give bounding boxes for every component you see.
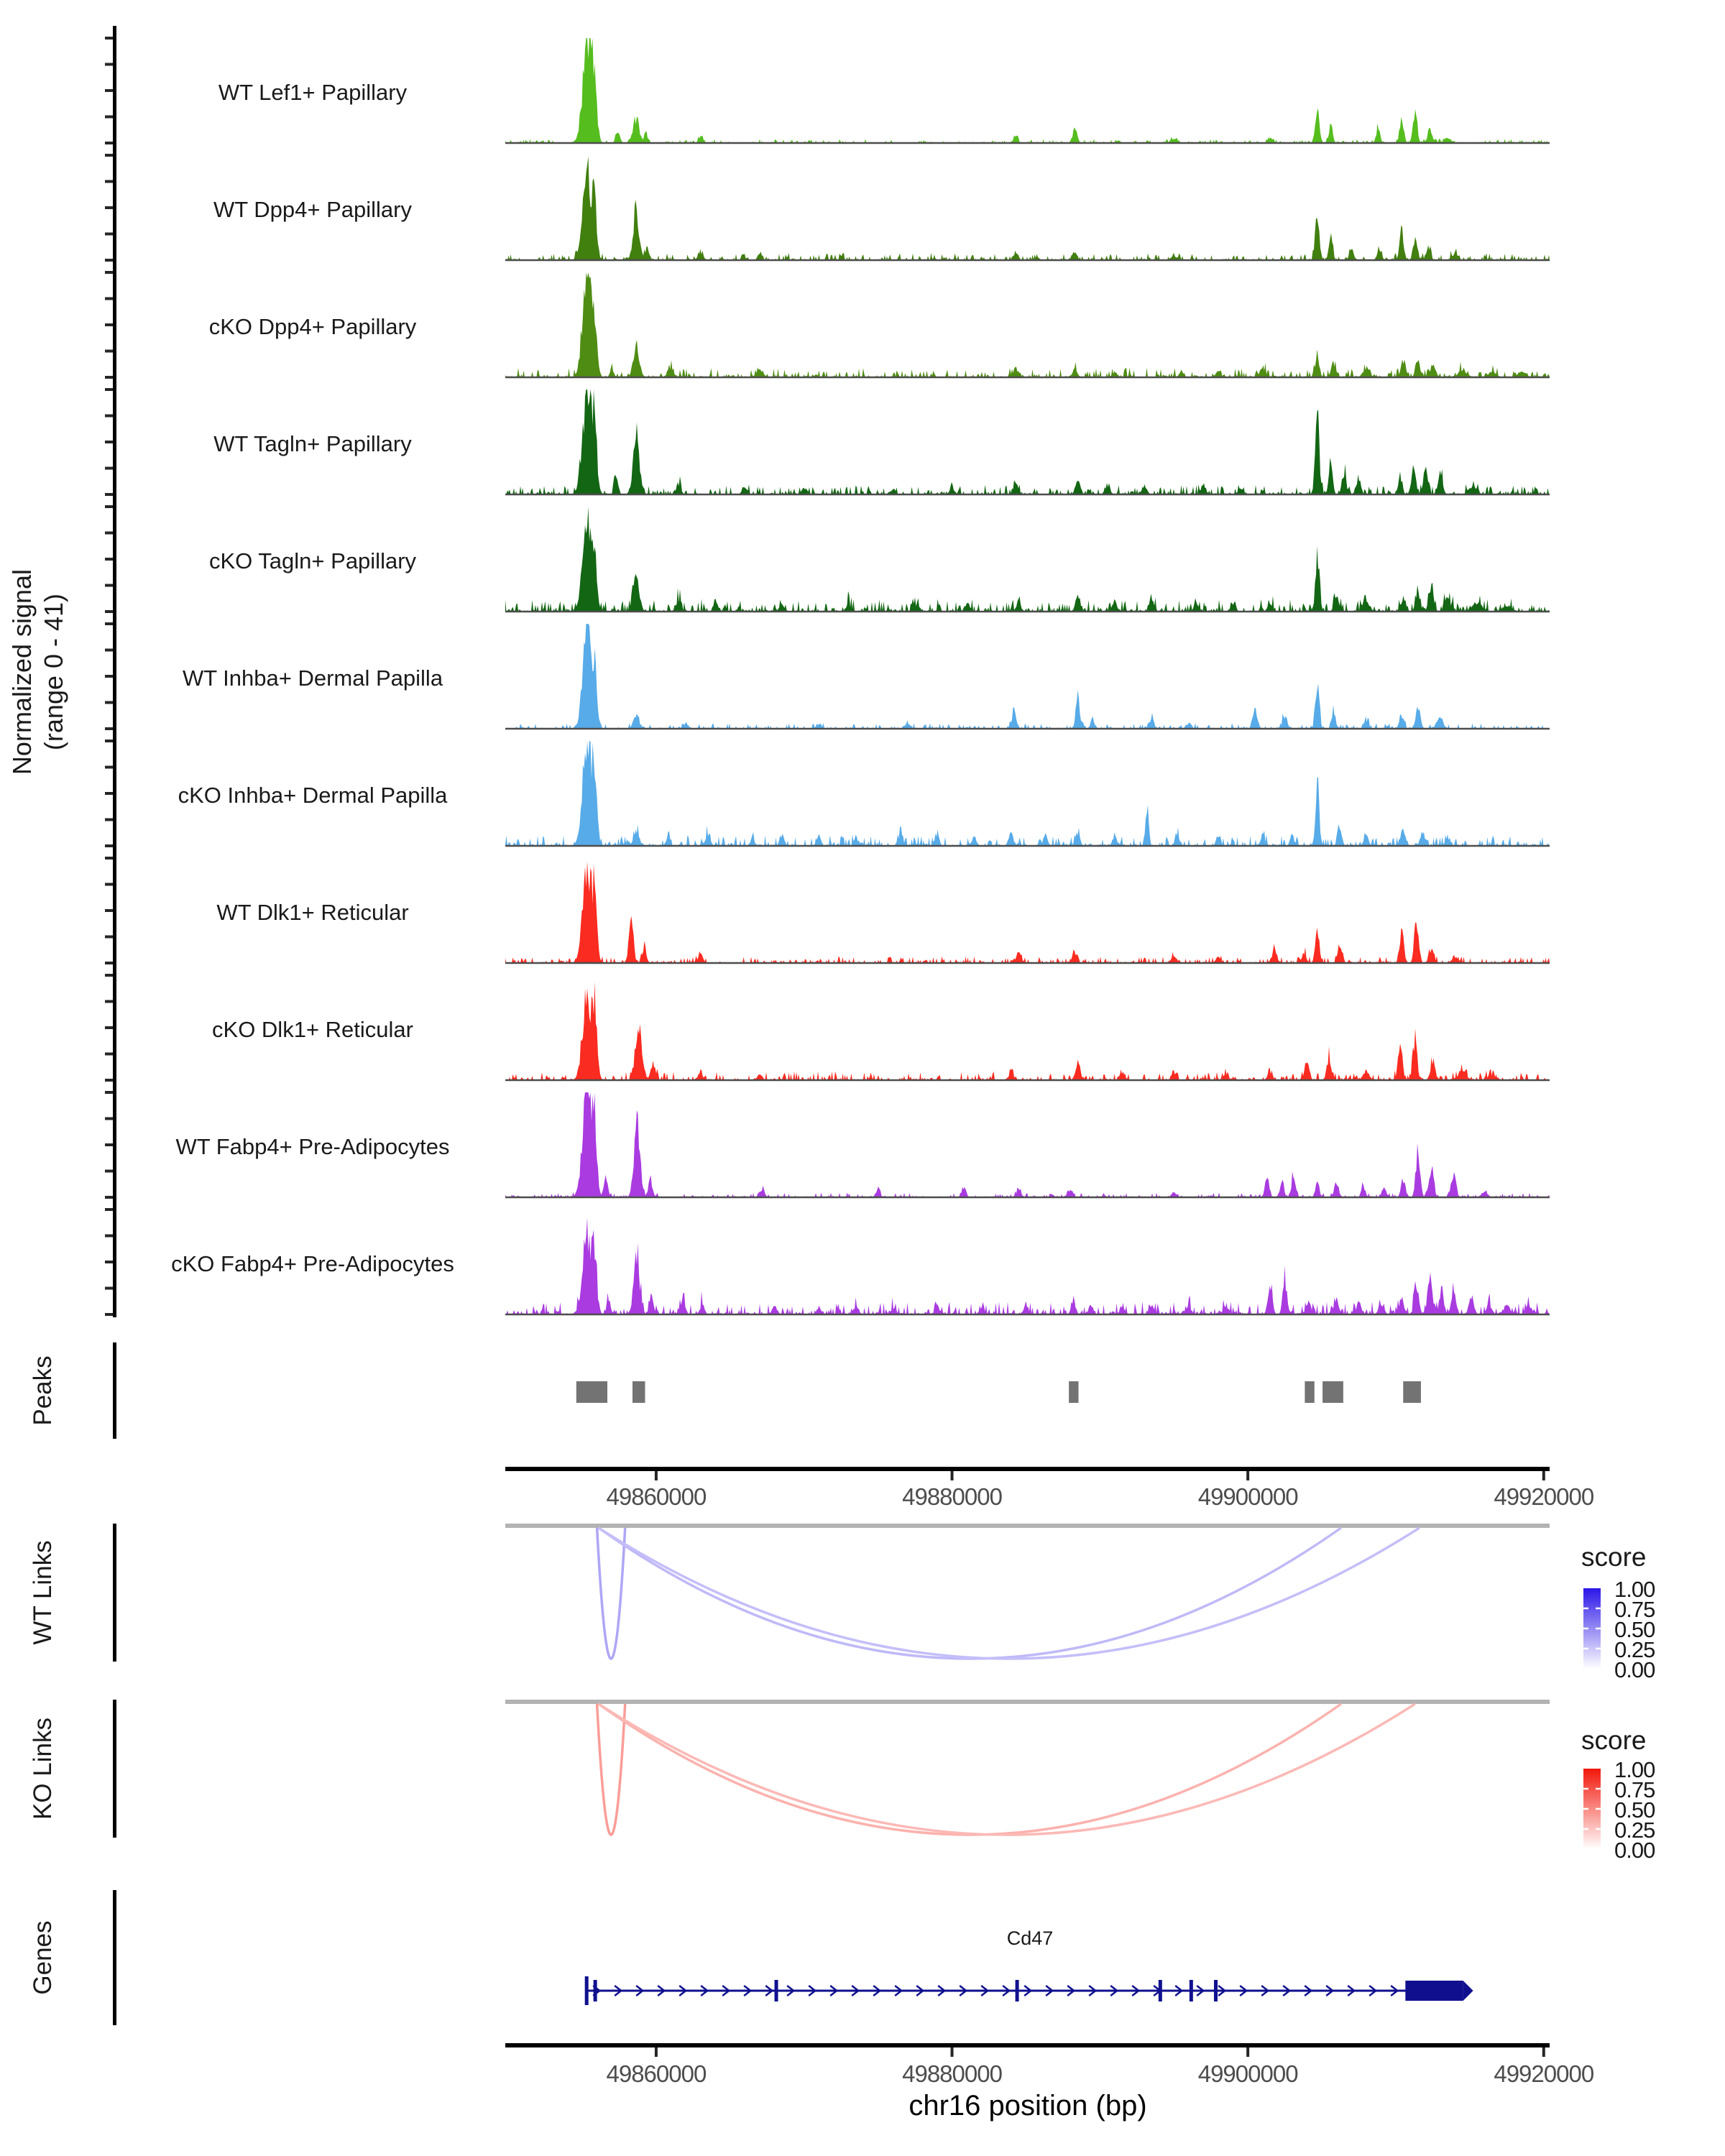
x-tick-label: 49900000 [1197, 1483, 1298, 1510]
gene-exon-tick [1214, 1980, 1218, 2001]
genome-axis-tick [951, 2047, 954, 2057]
coverage-area [505, 741, 1550, 846]
x-tick-label: 49880000 [902, 1483, 1002, 1510]
legend-tick: 0.25 [1614, 1637, 1655, 1662]
wt-links-legend-title: score [1581, 1542, 1647, 1572]
legend-tick: 1.00 [1614, 1757, 1655, 1782]
track-label-cko-inhba: cKO Inhba+ Dermal Papilla [178, 783, 448, 808]
peak-interval-box [576, 1381, 607, 1403]
x-tick-label: 49920000 [1494, 1483, 1594, 1510]
genome-axis-tick [655, 1471, 658, 1480]
legend-tick: 1.00 [1614, 1577, 1655, 1602]
legend-tick: 0.75 [1614, 1597, 1655, 1622]
link-arc [597, 1528, 625, 1659]
peak-interval-box [1069, 1381, 1078, 1403]
legend-tick: 0.50 [1614, 1617, 1655, 1642]
coverage-area [505, 862, 1550, 963]
track-label-wt-tagln: WT Tagln+ Papillary [213, 431, 412, 456]
coverage-area [505, 272, 1550, 377]
x-tick-label: 49900000 [1197, 2060, 1298, 2087]
track-label-cko-dpp4: cKO Dpp4+ Papillary [208, 314, 417, 339]
gene-exon-tick [585, 1976, 589, 2005]
genome-axis-tick [1246, 2047, 1249, 2057]
gene-exon-tick [1016, 1980, 1019, 2001]
link-arc [599, 1528, 1341, 1659]
legend-tick: 0.25 [1614, 1818, 1655, 1843]
genome-axis-tick [1246, 1471, 1249, 1480]
track-label-cko-dlk1: cKO Dlk1+ Reticular [212, 1017, 413, 1042]
coverage-area [505, 982, 1550, 1080]
track-label-cko-tagln: cKO Tagln+ Papillary [208, 548, 417, 573]
ko-links-legend-title: score [1581, 1726, 1647, 1755]
track-label-wt-lef1: WT Lef1+ Papillary [218, 80, 408, 105]
peaks-panel-axis-line [113, 1342, 116, 1439]
peak-interval-box [1305, 1381, 1314, 1403]
legend-tick: 0.50 [1614, 1797, 1655, 1823]
x-tick-label: 49880000 [902, 2060, 1002, 2087]
gene-exon-tick [1159, 1980, 1162, 2001]
track-label-wt-dpp4: WT Dpp4+ Papillary [213, 197, 412, 222]
peak-interval-box [1322, 1381, 1343, 1403]
ko-links-panel-label: KO Links [29, 1718, 57, 1820]
track-label-cko-fabp4: cKO Fabp4+ Pre-Adipocytes [171, 1251, 454, 1276]
coverage-area [505, 1217, 1550, 1314]
gene-terminal-exon [1405, 1981, 1463, 2001]
coverage-area [505, 507, 1550, 612]
peaks-panel-label: Peaks [29, 1355, 57, 1426]
link-arc [599, 1528, 1420, 1659]
genome-axis-tick [1542, 2047, 1545, 2057]
coverage-area [505, 38, 1550, 143]
x-tick-label: 49920000 [1494, 2060, 1594, 2087]
y-axis-label-line2: (range 0 - 41) [39, 593, 68, 751]
track-label-wt-dlk1: WT Dlk1+ Reticular [216, 900, 409, 925]
x-tick-label: 49860000 [606, 2060, 707, 2087]
gene-end-arrow [1463, 1981, 1473, 2001]
x-axis-title: chr16 position (bp) [908, 2090, 1147, 2122]
gene-name-label: Cd47 [1006, 1927, 1054, 1949]
genome-axis-tick [655, 2047, 658, 2057]
legend-tick: 0.00 [1614, 1838, 1655, 1863]
genes-panel-axis-line [113, 1890, 116, 2025]
coverage-area [505, 1092, 1550, 1197]
ko-links-panel-axis-line [113, 1700, 116, 1838]
y-axis-label [6, 453, 70, 891]
coverage-area [505, 624, 1550, 729]
wt-links-panel-axis-line [113, 1524, 116, 1662]
link-arc [599, 1704, 1341, 1835]
genome-axis-line [505, 1467, 1550, 1471]
peak-interval-box [1403, 1381, 1421, 1403]
track-label-wt-fabp4: WT Fabp4+ Pre-Adipocytes [175, 1134, 450, 1159]
link-arc [599, 1704, 1415, 1835]
link-arc [597, 1704, 625, 1835]
gene-exon-tick [594, 1980, 597, 2001]
links-top-line [505, 1524, 1550, 1528]
genome-axis-tick [951, 1471, 954, 1480]
wt-links-panel-label: WT Links [29, 1540, 57, 1645]
peak-interval-box [632, 1381, 645, 1403]
legend-tick: 0.75 [1614, 1777, 1655, 1802]
x-tick-label: 49860000 [606, 1483, 707, 1510]
coverage-area [505, 390, 1550, 494]
legend-tick: 0.00 [1614, 1657, 1655, 1682]
genome-axis-line [505, 2043, 1550, 2047]
links-top-line [505, 1700, 1550, 1704]
gene-exon-tick [775, 1980, 778, 2001]
y-axis-label-line1: Normalized signal [7, 568, 37, 775]
genome-axis-tick [1542, 1471, 1545, 1480]
genes-panel-label: Genes [29, 1920, 57, 1995]
coverage-area [505, 157, 1550, 261]
track-label-wt-inhba: WT Inhba+ Dermal Papilla [182, 665, 443, 691]
gene-exon-tick [1190, 1980, 1193, 2001]
